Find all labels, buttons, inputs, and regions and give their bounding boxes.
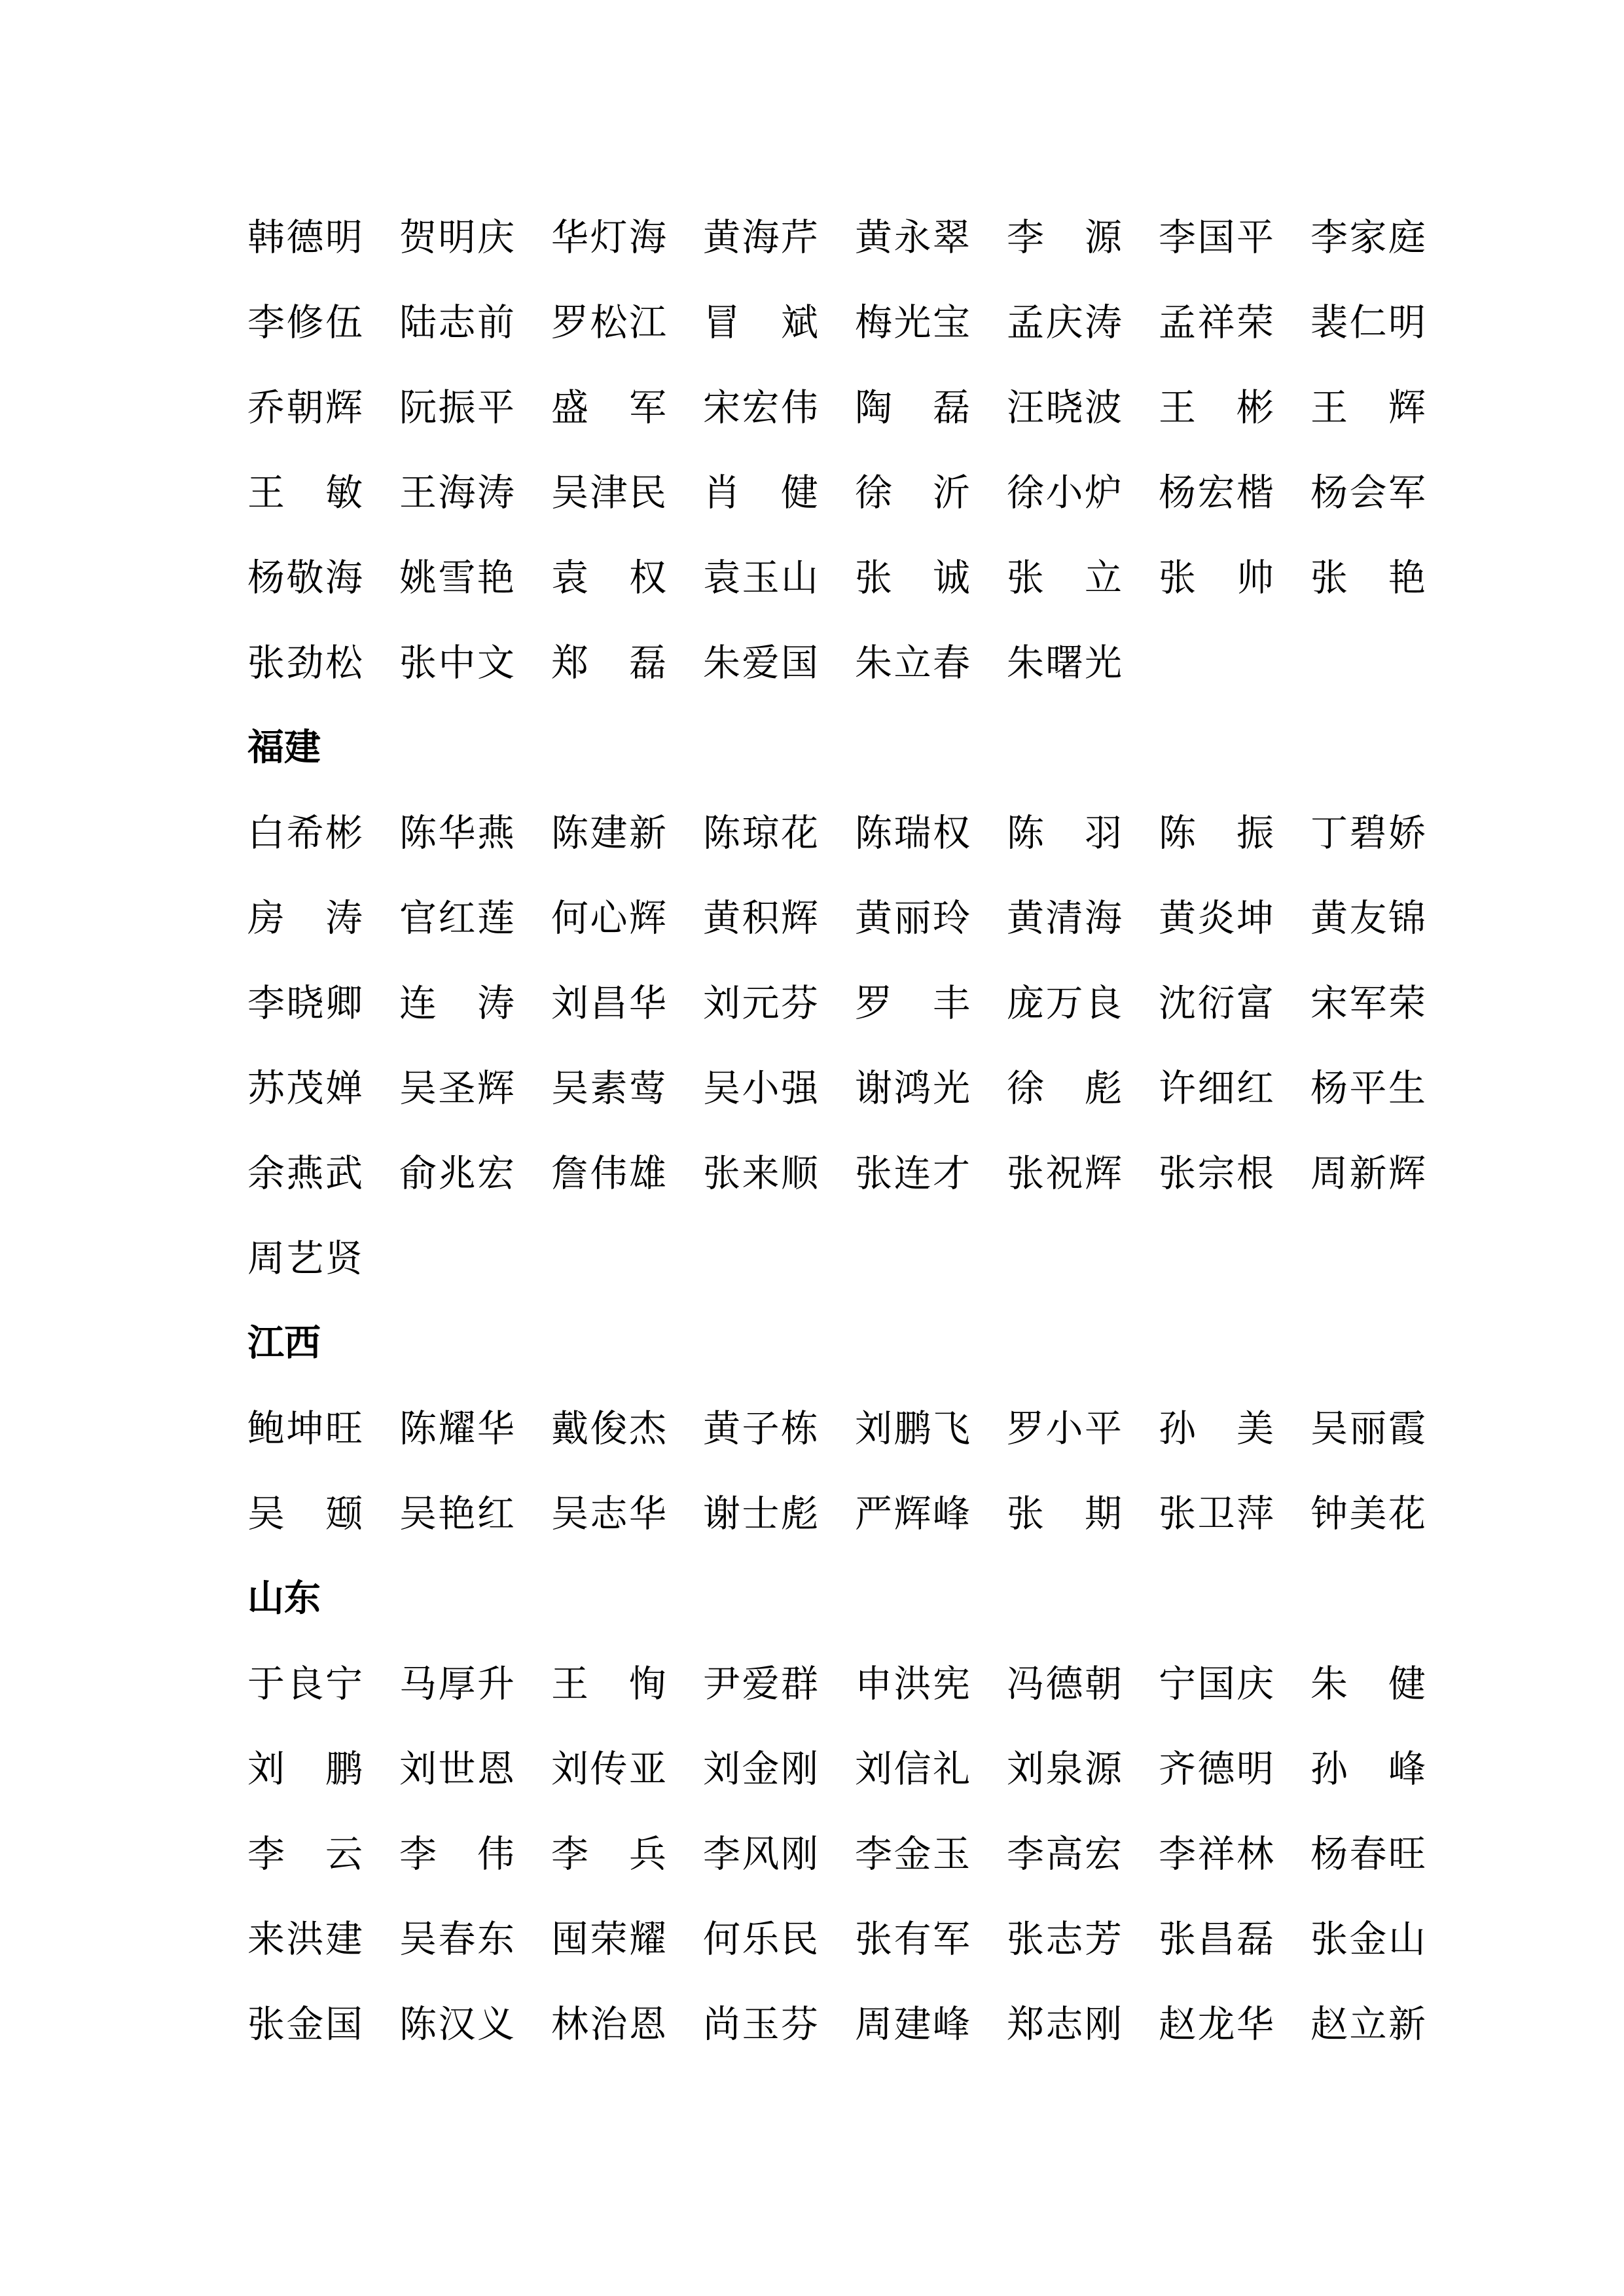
person-name: 鲍 坤 旺 <box>247 1407 363 1450</box>
person-name: 郑 志 刚 <box>1007 2003 1122 2046</box>
person-name: 俞 兆 宏 <box>399 1152 514 1195</box>
person-name: 朱 健 <box>1310 1662 1426 1706</box>
person-name: 张 劲 松 <box>247 641 363 685</box>
person-name: 许 细 红 <box>1159 1067 1274 1110</box>
name-grid <box>247 1641 1458 2067</box>
person-name: 房 涛 <box>247 897 363 940</box>
person-name: 谢 鸿 光 <box>855 1067 970 1110</box>
person-name: 吴 艳 红 <box>399 1492 514 1535</box>
person-name: 王 彬 <box>1159 386 1274 429</box>
person-name: 申 洪 宪 <box>855 1662 970 1706</box>
section-title-fujian: 福建 <box>247 726 321 769</box>
person-name: 丁 碧 娇 <box>1310 812 1426 855</box>
person-name: 严 辉 峰 <box>855 1492 970 1535</box>
person-name: 张 宗 根 <box>1159 1152 1274 1195</box>
person-name: 李 国 平 <box>1159 216 1274 259</box>
person-name: 徐 小 炉 <box>1007 471 1122 514</box>
person-name: 罗 小 平 <box>1007 1407 1122 1450</box>
name-grid <box>247 791 1458 1301</box>
person-name: 吴 素 莺 <box>551 1067 666 1110</box>
person-name: 吴 颋 <box>247 1492 363 1535</box>
person-name: 张 昌 磊 <box>1159 1918 1274 1961</box>
person-name: 姚 雪 艳 <box>399 556 514 600</box>
person-name: 李 修 伍 <box>247 301 363 344</box>
section-jiangxi <box>247 1301 1458 1556</box>
person-name: 吴 圣 辉 <box>399 1067 514 1110</box>
person-name: 白 希 彬 <box>247 812 363 855</box>
person-name: 林 治 恩 <box>551 2003 666 2046</box>
person-name: 朱 曙 光 <box>1007 641 1122 685</box>
person-name: 陈 建 新 <box>551 812 666 855</box>
person-name: 李 伟 <box>399 1833 514 1876</box>
person-name: 肖 健 <box>703 471 818 514</box>
person-name: 宋 军 荣 <box>1310 982 1426 1025</box>
person-name: 王 辉 <box>1310 386 1426 429</box>
person-name: 李 云 <box>247 1833 363 1876</box>
person-name: 张 金 山 <box>1310 1918 1426 1961</box>
person-name: 赵 龙 华 <box>1159 2003 1274 2046</box>
person-name: 李 家 庭 <box>1310 216 1426 259</box>
person-name: 张 中 文 <box>399 641 514 685</box>
section-shandong <box>247 1556 1458 2067</box>
person-name: 郑 磊 <box>551 641 666 685</box>
person-name: 张 金 国 <box>247 2003 363 2046</box>
person-name: 阮 振 平 <box>399 386 514 429</box>
person-name: 陈 琼 花 <box>703 812 818 855</box>
person-name: 陈 汉 义 <box>399 2003 514 2046</box>
person-name: 黄 炎 坤 <box>1159 897 1274 940</box>
person-name: 囤 荣 耀 <box>551 1918 666 1961</box>
person-name: 戴 俊 杰 <box>551 1407 666 1450</box>
person-name: 乔 朝 辉 <box>247 386 363 429</box>
person-name: 余 燕 武 <box>247 1152 363 1195</box>
person-name: 朱 立 春 <box>855 641 970 685</box>
person-name: 于 良 宁 <box>247 1662 363 1706</box>
person-name: 齐 德 明 <box>1159 1748 1274 1791</box>
person-name: 李 风 刚 <box>703 1833 818 1876</box>
person-name: 官 红 莲 <box>399 897 514 940</box>
person-name: 何 心 辉 <box>551 897 666 940</box>
person-name: 王 敏 <box>247 471 363 514</box>
person-name: 杨 敬 海 <box>247 556 363 600</box>
person-name: 马 厚 升 <box>399 1662 514 1706</box>
person-name: 刘 信 礼 <box>855 1748 970 1791</box>
person-name: 宋 宏 伟 <box>703 386 818 429</box>
person-name: 李 高 宏 <box>1007 1833 1122 1876</box>
person-name: 沈 衍 富 <box>1159 982 1274 1025</box>
person-name: 陈 华 燕 <box>399 812 514 855</box>
person-name: 袁 权 <box>551 556 666 600</box>
person-name: 孟 祥 荣 <box>1159 301 1274 344</box>
person-name: 陈 羽 <box>1007 812 1122 855</box>
person-name: 刘 传 亚 <box>551 1748 666 1791</box>
person-name: 周 建 峰 <box>855 2003 970 2046</box>
person-name: 张 祝 辉 <box>1007 1152 1122 1195</box>
person-name: 张 有 军 <box>855 1918 970 1961</box>
person-name: 王 恂 <box>551 1662 666 1706</box>
person-name: 张 来 顺 <box>703 1152 818 1195</box>
person-name: 吴 丽 霞 <box>1310 1407 1426 1450</box>
person-name: 汪 晓 波 <box>1007 386 1122 429</box>
person-name: 韩 德 明 <box>247 216 363 259</box>
person-name: 宁 国 庆 <box>1159 1662 1274 1706</box>
person-name: 何 乐 民 <box>703 1918 818 1961</box>
person-name: 罗 松 江 <box>551 301 666 344</box>
person-name: 李 兵 <box>551 1833 666 1876</box>
person-name: 孙 峰 <box>1310 1748 1426 1791</box>
person-name: 张 期 <box>1007 1492 1122 1535</box>
person-name: 华 灯 海 <box>551 216 666 259</box>
person-name: 杨 宏 楷 <box>1159 471 1274 514</box>
person-name: 黄 永 翠 <box>855 216 970 259</box>
person-name: 朱 爱 国 <box>703 641 818 685</box>
person-name: 黄 友 锦 <box>1310 897 1426 940</box>
person-name: 刘 昌 华 <box>551 982 666 1025</box>
person-name: 张 志 芳 <box>1007 1918 1122 1961</box>
person-name: 张 连 才 <box>855 1152 970 1195</box>
name-grid <box>247 1386 1458 1556</box>
person-name: 黄 子 栋 <box>703 1407 818 1450</box>
person-name: 吴 志 华 <box>551 1492 666 1535</box>
person-name: 刘 鹏 飞 <box>855 1407 970 1450</box>
person-name: 连 涛 <box>399 982 514 1025</box>
person-name: 裴 仁 明 <box>1310 301 1426 344</box>
person-name: 来 洪 建 <box>247 1918 363 1961</box>
person-name: 陈 耀 华 <box>399 1407 514 1450</box>
person-name: 刘 泉 源 <box>1007 1748 1122 1791</box>
person-name: 谢 士 彪 <box>703 1492 818 1535</box>
person-name: 张 艳 <box>1310 556 1426 600</box>
person-name: 张 帅 <box>1159 556 1274 600</box>
person-name: 吴 津 民 <box>551 471 666 514</box>
person-name: 庞 万 良 <box>1007 982 1122 1025</box>
person-name: 陈 瑞 权 <box>855 812 970 855</box>
person-name: 詹 伟 雄 <box>551 1152 666 1195</box>
section-title-shandong: 山东 <box>247 1577 321 1620</box>
person-name: 黄 丽 玲 <box>855 897 970 940</box>
person-name: 冒 斌 <box>703 301 818 344</box>
person-name: 李 晓 卿 <box>247 982 363 1025</box>
person-name: 李 源 <box>1007 216 1122 259</box>
person-name: 梅 光 宝 <box>855 301 970 344</box>
person-name: 尹 爱 群 <box>703 1662 818 1706</box>
person-name: 尚 玉 芬 <box>703 2003 818 2046</box>
person-name: 苏 茂 婵 <box>247 1067 363 1110</box>
person-name: 赵 立 新 <box>1310 2003 1426 2046</box>
person-name: 黄 积 辉 <box>703 897 818 940</box>
person-name: 罗 丰 <box>855 982 970 1025</box>
person-name: 李 祥 林 <box>1159 1833 1274 1876</box>
person-name: 刘 鹏 <box>247 1748 363 1791</box>
person-name: 黄 海 芹 <box>703 216 818 259</box>
person-name: 杨 春 旺 <box>1310 1833 1426 1876</box>
name-list-page <box>247 195 1458 2067</box>
person-name: 王 海 涛 <box>399 471 514 514</box>
person-name: 贺 明 庆 <box>399 216 514 259</box>
section-title-jiangxi: 江西 <box>247 1322 321 1365</box>
person-name: 李 金 玉 <box>855 1833 970 1876</box>
person-name: 徐 沂 <box>855 471 970 514</box>
person-name: 杨 会 军 <box>1310 471 1426 514</box>
person-name: 刘 金 刚 <box>703 1748 818 1791</box>
name-grid <box>247 195 1458 706</box>
person-name: 黄 清 海 <box>1007 897 1122 940</box>
person-name: 刘 元 芬 <box>703 982 818 1025</box>
person-name: 孙 美 <box>1159 1407 1274 1450</box>
person-name: 吴 小 强 <box>703 1067 818 1110</box>
person-name: 盛 军 <box>551 386 666 429</box>
section-unlabeled <box>247 195 1458 706</box>
person-name: 张 卫 萍 <box>1159 1492 1274 1535</box>
person-name: 袁 玉 山 <box>703 556 818 600</box>
person-name: 杨 平 生 <box>1310 1067 1426 1110</box>
section-fujian <box>247 706 1458 1301</box>
person-name: 陈 振 <box>1159 812 1274 855</box>
person-name: 周 新 辉 <box>1310 1152 1426 1195</box>
person-name: 吴 春 东 <box>399 1918 514 1961</box>
person-name: 陶 磊 <box>855 386 970 429</box>
person-name: 徐 彪 <box>1007 1067 1122 1110</box>
person-name: 钟 美 花 <box>1310 1492 1426 1535</box>
person-name: 周 艺 贤 <box>247 1237 363 1280</box>
person-name: 张 立 <box>1007 556 1122 600</box>
person-name: 刘 世 恩 <box>399 1748 514 1791</box>
person-name: 陆 志 前 <box>399 301 514 344</box>
person-name: 冯 德 朝 <box>1007 1662 1122 1706</box>
person-name: 孟 庆 涛 <box>1007 301 1122 344</box>
person-name: 张 诚 <box>855 556 970 600</box>
